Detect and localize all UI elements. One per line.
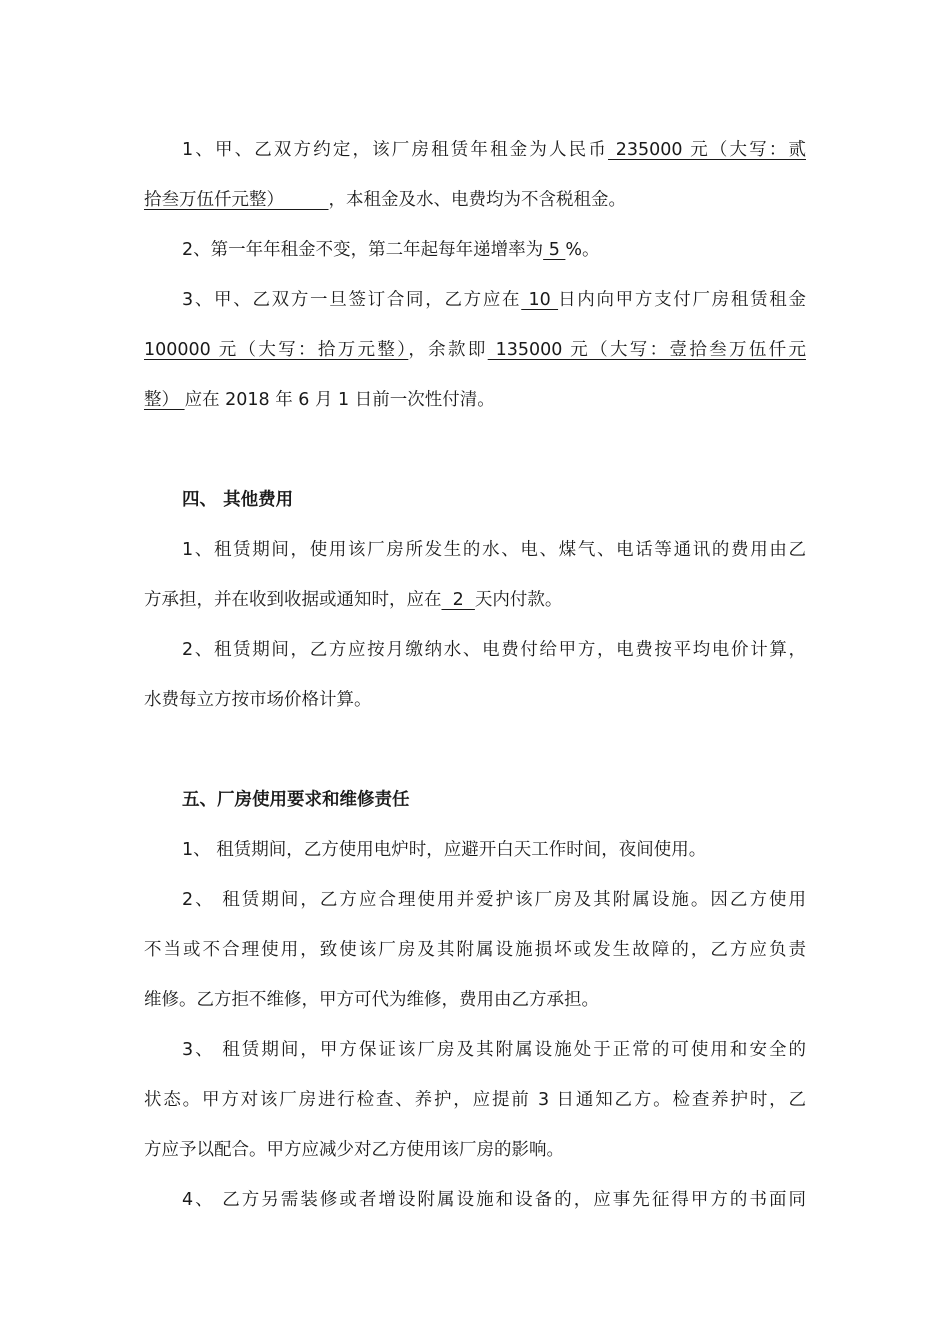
safety-clause-line-3: 方应予以配合。甲方应减少对乙方使用该厂房的影响。 <box>144 1140 564 1160</box>
payment-clause-line-2 <box>144 336 806 364</box>
rent-clause-text: 1、甲、乙双方约定，该厂房租赁年租金为人民币 <box>182 140 608 160</box>
payment-clause-text: 3、甲、乙双方一旦签订合同，乙方应在 <box>182 290 522 310</box>
billing-clause-line-2: 水费每立方按市场价格计算。 <box>144 690 372 710</box>
rent-clause-line-2 <box>144 186 806 214</box>
payment-clause-line-1 <box>182 286 806 314</box>
maintenance-clause-line-2: 不当或不合理使用，致使该厂房及其附属设施损坏或发生故障的，乙方应负责 <box>144 940 806 960</box>
deposit-amount: 100000 元（大写：拾万元整） <box>144 340 409 360</box>
billing-clause-line-1: 2、租赁期间，乙方应按月缴纳水、电费付给甲方，电费按平均电价计算， <box>182 640 806 660</box>
renovation-clause-line-1: 4、 乙方另需装修或者增设附属设施和设备的，应事先征得甲方的书面同 <box>182 1190 806 1210</box>
section-heading-other-fees: 四、 其他费用 <box>182 490 294 510</box>
payment-clause-text: 应在 2018 年 6 月 1 日前一次性付清。 <box>184 390 495 410</box>
utilities-payment-days: 2 <box>441 590 475 610</box>
section-heading-usage-maintenance: 五、厂房使用要求和维修责任 <box>182 790 410 810</box>
payment-clause-line-3 <box>144 386 806 414</box>
safety-clause-line-1: 3、 租赁期间，甲方保证该厂房及其附属设施处于正常的可使用和安全的 <box>182 1040 806 1060</box>
annual-rent-amount-words: 拾叁万伍仟元整） <box>144 190 329 210</box>
safety-clause-line-2: 状态。甲方对该厂房进行检查、养护，应提前 3 日通知乙方。检查养护时，乙 <box>144 1090 806 1110</box>
utilities-clause-line-2 <box>144 586 806 614</box>
maintenance-clause-line-3: 维修。乙方拒不维修，甲方可代为维修，费用由乙方承担。 <box>144 990 599 1010</box>
payment-days-value: 10 <box>521 290 559 310</box>
increase-clause-text: 2、第一年年租金不变，第二年起每年递增率为 <box>182 240 544 260</box>
annual-rent-amount: 235000 元（大写：贰 <box>608 140 806 160</box>
utilities-clause-text: 方承担，并在收到收据或通知时，应在 <box>144 590 442 610</box>
balance-amount-words: 整） <box>144 390 185 410</box>
increase-clause-text: %。 <box>565 240 600 260</box>
rent-clause-text: ，本租金及水、电费均为不含税租金。 <box>328 190 627 210</box>
maintenance-clause-line-1: 2、 租赁期间，乙方应合理使用并爱护该厂房及其附属设施。因乙方使用 <box>182 890 806 910</box>
utilities-clause-text: 天内付款。 <box>474 590 563 610</box>
increase-rate-value: 5 <box>543 240 566 260</box>
increase-clause-line <box>182 236 806 264</box>
utilities-clause-line-1: 1、租赁期间，使用该厂房所发生的水、电、煤气、电话等通讯的费用由乙 <box>182 540 806 560</box>
payment-clause-text: ，余款即 <box>408 340 488 360</box>
rent-clause-line-1 <box>182 136 806 164</box>
electric-furnace-clause: 1、 租赁期间，乙方使用电炉时，应避开白天工作时间，夜间使用。 <box>182 840 707 860</box>
balance-amount: 135000 元（大写：壹拾叁万伍仟元 <box>487 340 806 360</box>
payment-clause-text: 日内向甲方支付厂房租赁租金 <box>558 290 806 310</box>
